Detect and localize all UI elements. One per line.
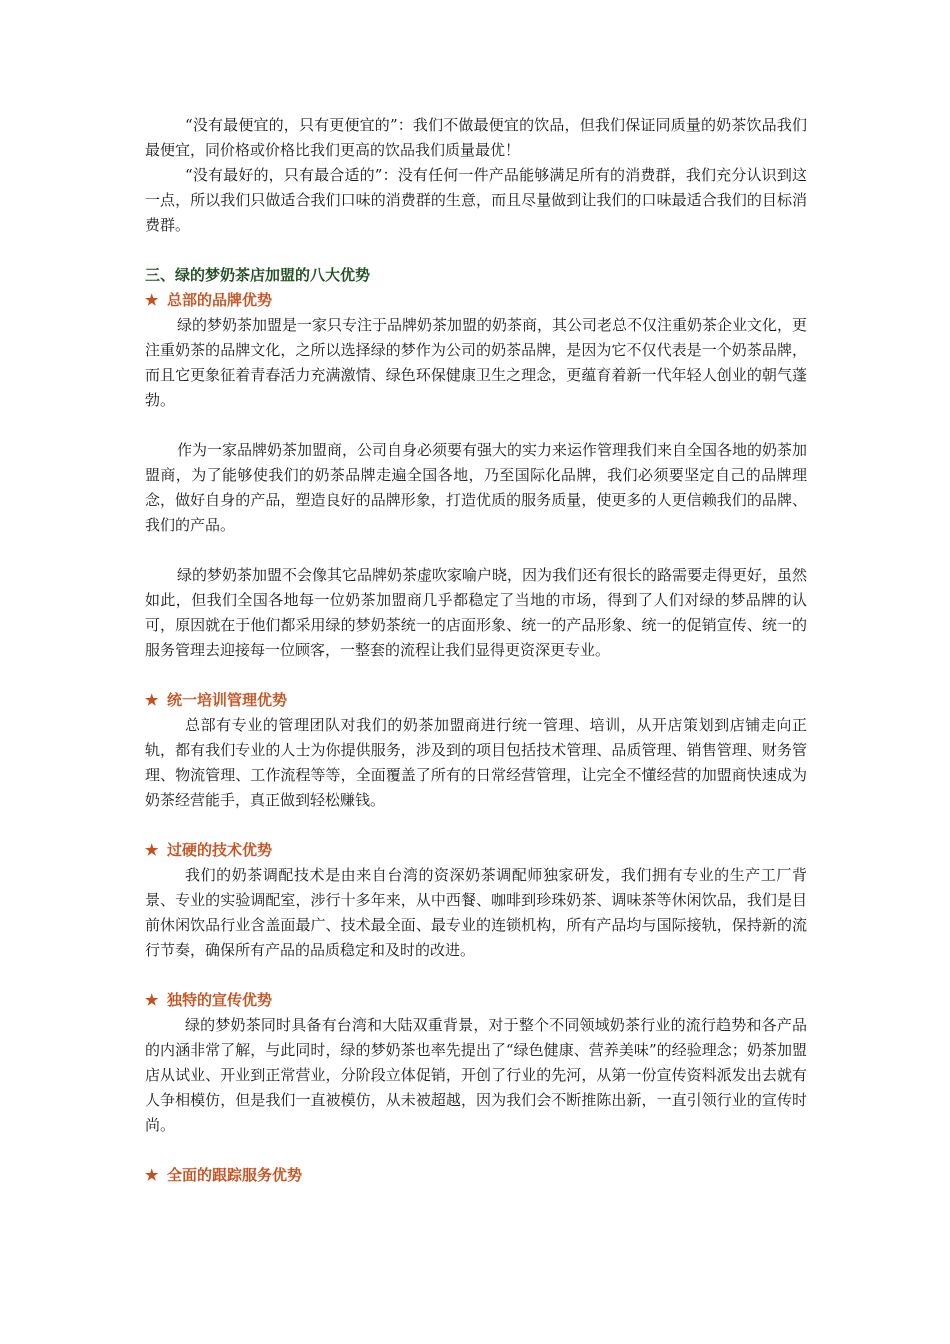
subheading-promo [145, 988, 807, 1013]
subheading-brand [145, 288, 807, 313]
spacer [145, 813, 807, 838]
subheading-service-label: 全面的跟踪服务优势 [167, 1166, 303, 1184]
intro-paragraph-2: “没有最好的，只有最合适的”：没有任何一件产品能够满足所有的消费群，我们充分认识到这一点，所以我们只做适合我们口味的消费群的生意，而且尽量做到让我们的口味最适合我们的目标消费群。 [145, 166, 807, 234]
section-heading: 三、绿的梦奶茶店加盟的八大优势 [145, 266, 371, 284]
star-icon: ★ [145, 841, 159, 859]
subheading-brand-label: 总部的品牌优势 [167, 291, 273, 309]
spacer [145, 1138, 807, 1163]
star-icon: ★ [145, 691, 159, 709]
brand-paragraph-2: 作为一家品牌奶茶加盟商，公司自身必须要有强大的实力来运作管理我们来自全国各地的奶茶加盟商，为了能够使我们的奶茶品牌走遍全国各地，乃至国际化品牌，我们必须要坚定自己的品牌理念，做好自身的产品，塑造良好的品牌形象，打造优质的服务质量，使更多的人更信赖我们的品牌、我们的产品。 [145, 441, 808, 534]
subheading-promo-label: 独特的宣传优势 [167, 991, 273, 1009]
spacer [145, 963, 807, 988]
star-icon: ★ [145, 991, 159, 1009]
intro-paragraph-1: “没有最便宜的，只有更便宜的”：我们不做最便宜的饮品，但我们保证同质量的奶茶饮品我们最便宜，同价格或价格比我们更高的饮品我们质量最优！ [145, 116, 807, 159]
document-page [145, 113, 807, 1188]
subheading-tech [145, 838, 807, 863]
spacer [145, 663, 807, 688]
subheading-training-label: 统一培训管理优势 [167, 691, 288, 709]
training-paragraph: 总部有专业的管理团队对我们的奶茶加盟商进行统一管理、培训，从开店策划到店铺走向正轨，都有我们专业的人士为你提供服务，涉及到的项目包括技术管理、品质管理、销售管理、财务管理、物流管理、工作流程等等，全面覆盖了所有的日常经营管理，让完全不懂经营的加盟商快速成为奶茶经营能手，真正做到轻松赚钱。 [145, 716, 807, 809]
star-icon: ★ [145, 1166, 159, 1184]
subheading-training [145, 688, 807, 713]
spacer [145, 238, 807, 263]
brand-paragraph-3: 绿的梦奶茶加盟不会像其它品牌奶茶虚吹家喻户晓，因为我们还有很长的路需要走得更好，虽然如此，但我们全国各地每一位奶茶加盟商几乎都稳定了当地的市场，得到了人们对绿的梦品牌的认可，原因就在于他们都采用绿的梦奶茶统一的店面形象、统一的产品形象、统一的促销宣传、统一的服务管理去迎接每一位顾客，一整套的流程让我们显得更资深更专业。 [145, 566, 808, 659]
star-icon: ★ [145, 291, 159, 309]
spacer [145, 538, 807, 563]
spacer [145, 413, 807, 438]
subheading-tech-label: 过硬的技术优势 [167, 841, 273, 859]
subheading-service [145, 1163, 807, 1188]
brand-paragraph-1: 绿的梦奶茶加盟是一家只专注于品牌奶茶加盟的奶茶商，其公司老总不仅注重奶茶企业文化，更注重奶茶的品牌文化，之所以选择绿的梦作为公司的奶茶品牌，是因为它不仅代表是一个奶茶品牌，而且它更象征着青春活力充满激情、绿色环保健康卫生之理念，更蕴育着新一代年轻人创业的朝气蓬勃。 [145, 316, 808, 409]
promo-paragraph: 绿的梦奶茶同时具备有台湾和大陆双重背景，对于整个不同领域奶茶行业的流行趋势和各产品的内涵非常了解，与此同时，绿的梦奶茶也率先提出了“绿色健康、营养美味”的经验理念；奶茶加盟店从试业、开业到正常营业，分阶段立体促销，开创了行业的先河，从第一份宣传资料派发出去就有人争相模仿，但是我们一直被模仿，从未被超越，因为我们会不断推陈出新，一直引领行业的宣传时尚。 [145, 1016, 807, 1134]
tech-paragraph: 我们的奶茶调配技术是由来自台湾的资深奶茶调配师独家研发，我们拥有专业的生产工厂背景、专业的实验调配室，涉行十多年来，从中西餐、咖啡到珍珠奶茶、调味茶等休闲饮品，我们是目前休闲饮品行业含盖面最广、技术最全面、最专业的连锁机构，所有产品均与国际接轨，保持新的流行节奏，确保所有产品的品质稳定和及时的改进。 [145, 866, 807, 959]
